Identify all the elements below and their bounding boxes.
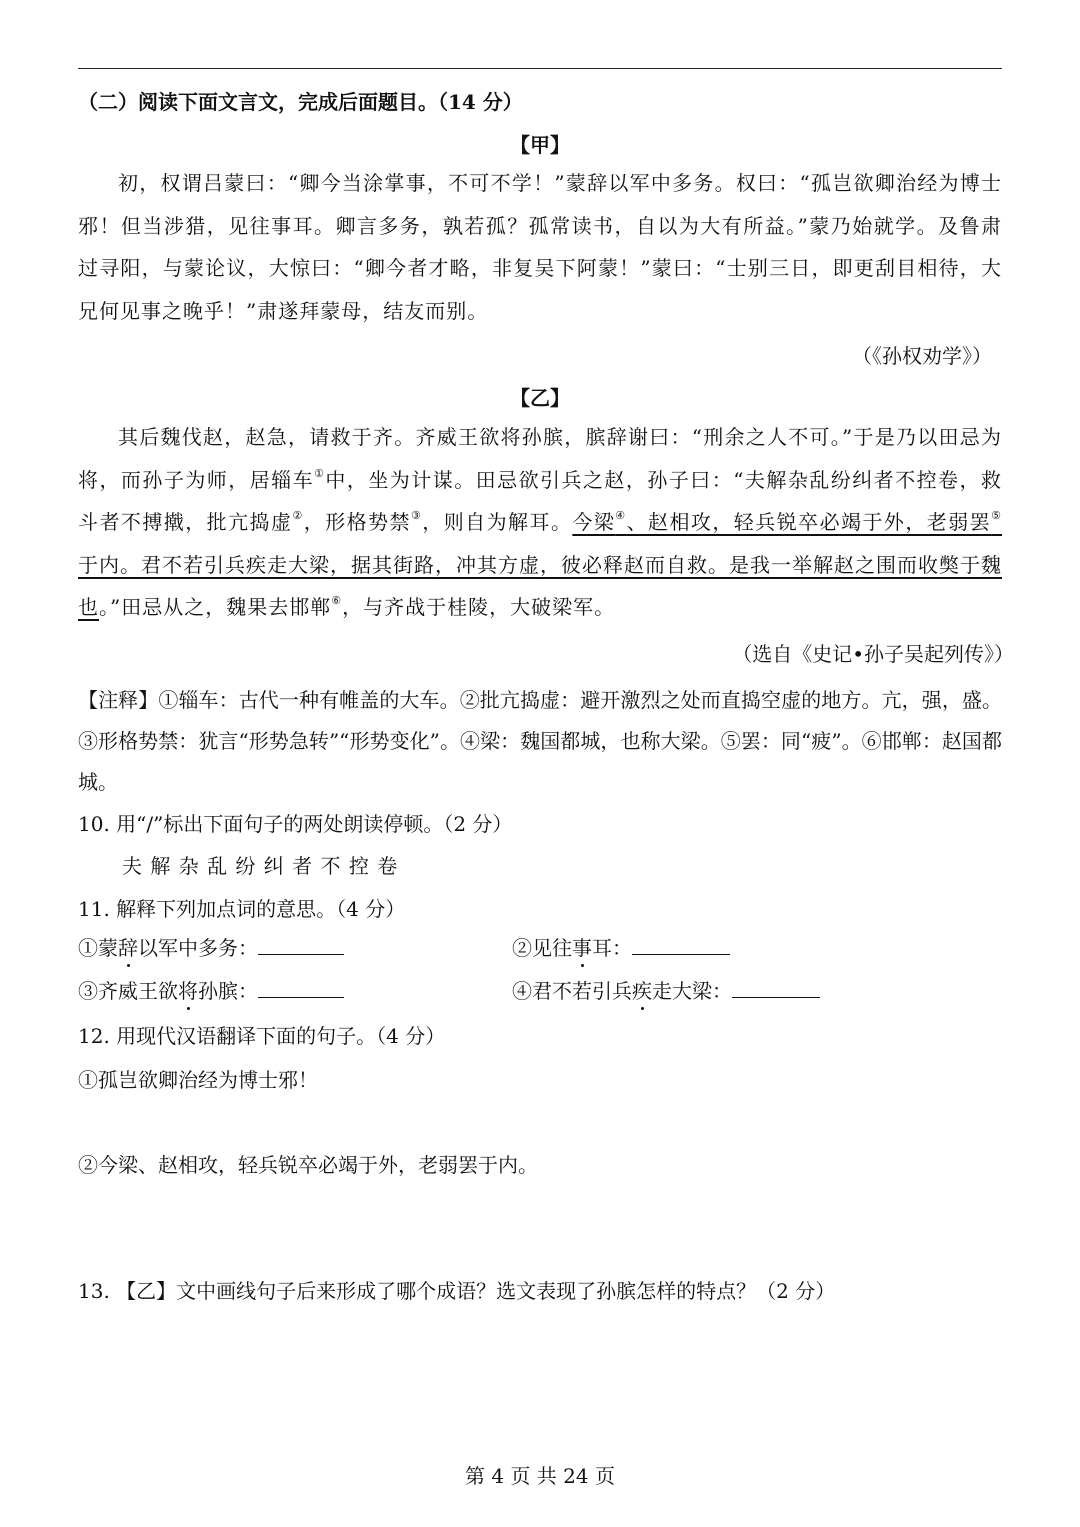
yi-text: 其后魏伐赵，赵急，请救于齐。齐威王欲将孙膑，膑辞谢曰：“刑余之人不可。”于是乃以田忌为将，而孙子为师，居辎车①中，坐为计谋。田忌欲引兵之赵，孙子曰：“夫解杂乱纷纠者不控卷，救斗者不搏撠，批亢捣虚②，形格势禁③，则自为解耳。今梁④、赵相攻，轻兵锐卒必竭于外，老弱罢⑤于内。君不若引兵疾走大梁，据其街路，冲其方虚，彼必释赵而自救。是我一举解赵之围而收獘于魏也。”田忌从之，魏果去邯郸⑥，与齐战于桂陵，大破梁军。 bbox=[78, 425, 1003, 619]
notes: 【注释】①辎车：古代一种有帷盖的大车。②批亢捣虚：避开激烈之处而直捣空虚的地方。亢，强，盛。③形格势禁：犹言“形势急转”“形势变化”。④梁：魏国都城，也称大梁。⑤罢：同“疲”。⑥邯郸：赵国都城。 bbox=[78, 688, 1002, 794]
q12-stem: 12. 用现代汉语翻译下面的句子。（4 分） bbox=[78, 1024, 446, 1048]
q12-sentence-1: ①孤岂欲卿治经为博士邪！ bbox=[78, 1068, 318, 1092]
q11-item-2: ②见往事耳： bbox=[512, 932, 730, 961]
q12-sentence-2: ②今梁、赵相攻，轻兵锐卒必竭于外，老弱罢于内。 bbox=[78, 1153, 538, 1177]
footnote-ref: ③ bbox=[410, 509, 423, 523]
section-title: （二）阅读下面文言文，完成后面题目。（14 分） bbox=[78, 90, 523, 114]
answer-blank[interactable] bbox=[258, 936, 344, 955]
underlined-sentence: 今梁④、赵相攻，轻兵锐卒必竭于外，老弱罢⑤于内。君不若引兵疾走大梁，据其街路，冲其方虚，彼必释赵而自救。是我一举解赵之围而收獘于魏也 bbox=[78, 509, 1003, 619]
q13-stem: 13. 【乙】文中画线句子后来形成了哪个成语？选文表现了孙膑怎样的特点？（2 分） bbox=[78, 1279, 836, 1303]
answer-blank[interactable] bbox=[632, 936, 730, 955]
q11-item-3: ③齐威王欲将孙膑： bbox=[78, 975, 344, 1004]
jia-label: 【甲】 bbox=[510, 133, 570, 157]
q11-stem: 11. 解释下列加点词的意思。（4 分） bbox=[78, 897, 406, 921]
footnote-ref: ② bbox=[292, 509, 304, 523]
footnote-ref: ⑥ bbox=[331, 594, 343, 608]
top-rule bbox=[78, 68, 1002, 69]
q10-stem: 10. 用“/”标出下面句子的两处朗读停顿。（2 分） bbox=[78, 812, 513, 836]
page-footer: 第 4 页 共 24 页 bbox=[465, 1464, 615, 1488]
yi-label: 【乙】 bbox=[510, 386, 570, 410]
footnote-ref: ① bbox=[314, 466, 326, 480]
answer-blank[interactable] bbox=[258, 979, 344, 998]
answer-blank[interactable] bbox=[732, 979, 820, 998]
q11-item-4: ④君不若引兵疾走大梁： bbox=[512, 975, 820, 1004]
q10-sentence: 夫 解 杂 乱 纷 纠 者 不 控 卷 bbox=[122, 854, 399, 878]
jia-text: 初，权谓吕蒙曰：“卿今当涂掌事，不可不学！”蒙辞以军中多务。权曰：“孤岂欲卿治经为博士邪！但当涉猎，见往事耳。卿言多务，孰若孤？孤常读书，自以为大有所益。”蒙乃始就学。及鲁肃过寻阳，与蒙论议，大惊曰：“卿今者才略，非复吴下阿蒙！”蒙曰：“士别三日，即更刮目相待，大兄何见事之晚乎！”肃遂拜蒙母，结友而别。 bbox=[78, 171, 1002, 323]
yi-source: （选自《史记•孙子吴起列传》） bbox=[732, 642, 1014, 666]
jia-source: （《孙权劝学》） bbox=[852, 344, 992, 368]
q11-item-1: ①蒙辞以军中多务： bbox=[78, 932, 344, 961]
